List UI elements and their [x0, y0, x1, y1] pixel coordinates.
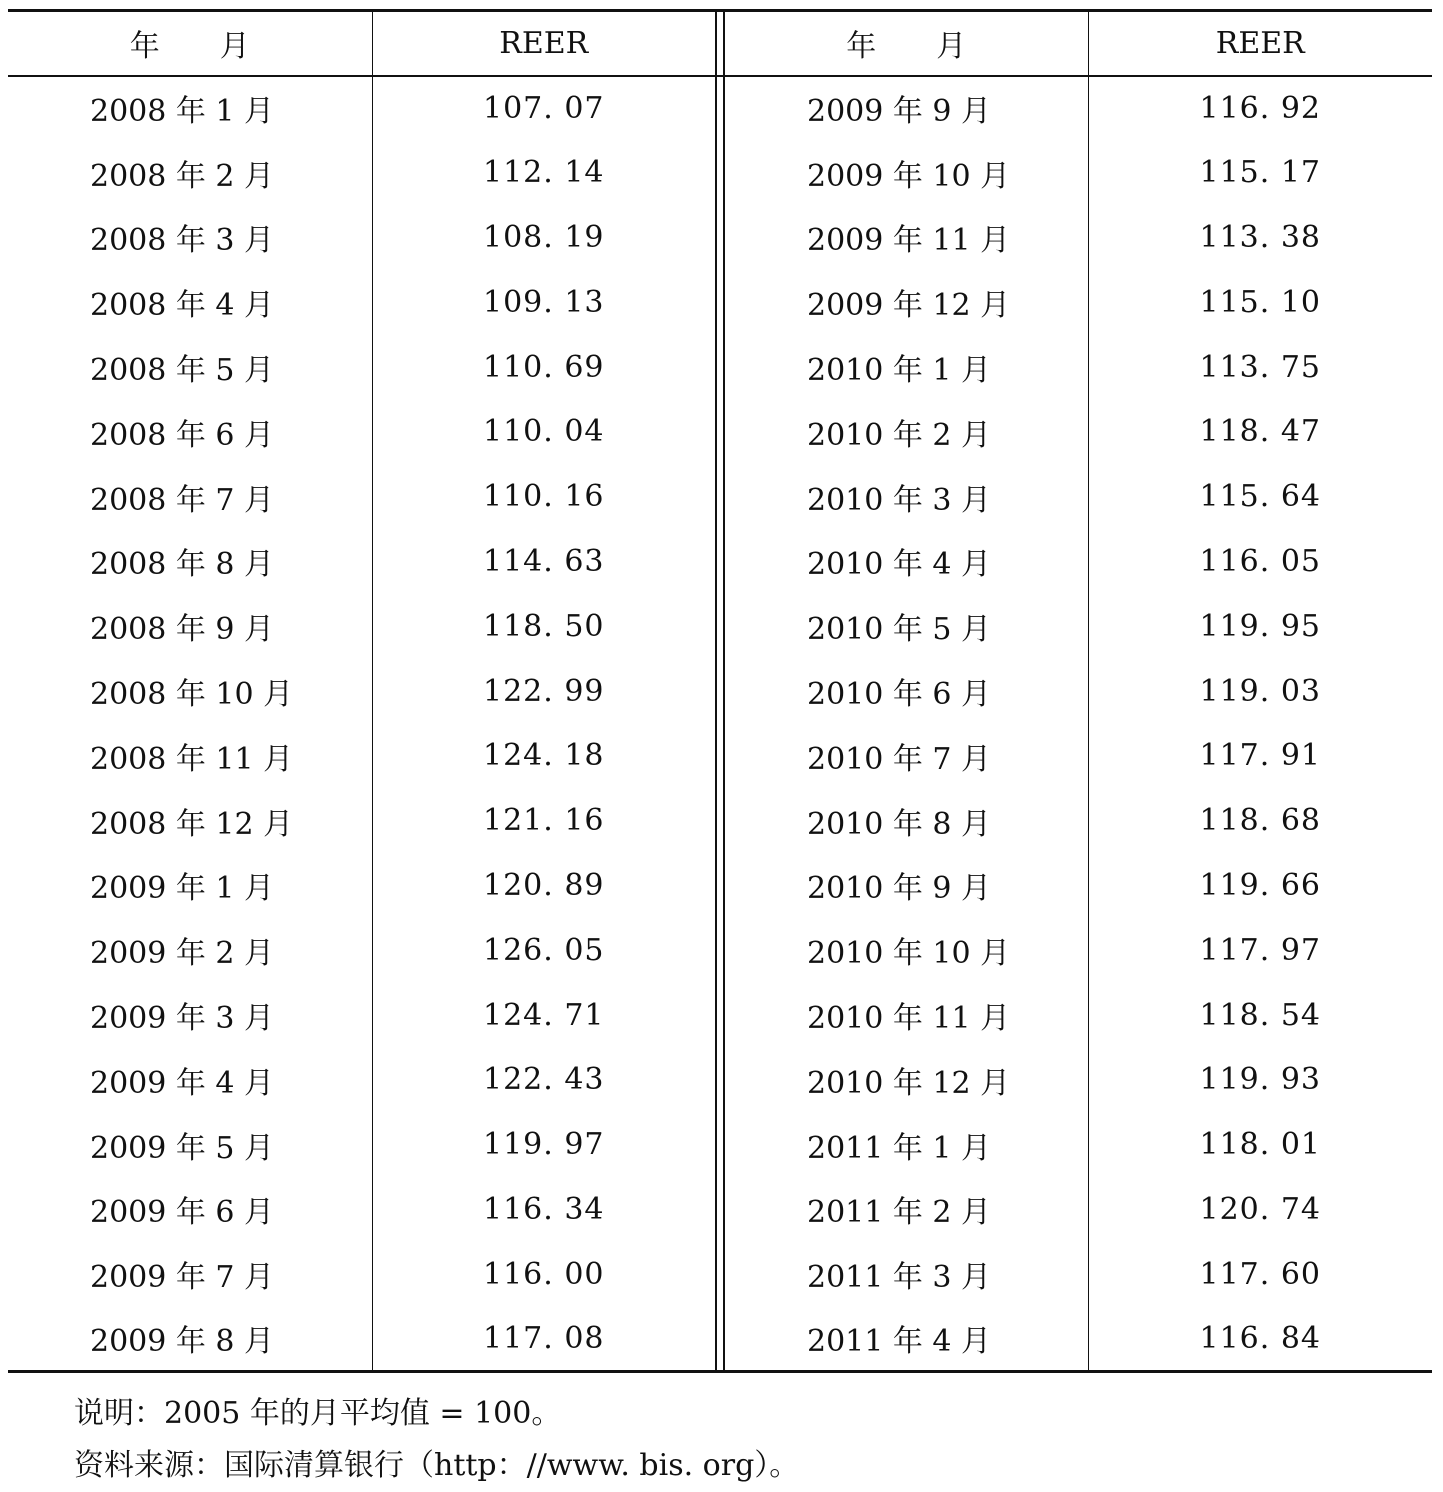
- left-date-cell: 2008 年 9 月: [8, 594, 372, 659]
- table-row: [8, 529, 1432, 594]
- double-rule-divider: [716, 76, 724, 141]
- right-date-cell: 2010 年 1 月: [724, 335, 1088, 400]
- right-reer-cell: 119. 95: [1199, 608, 1321, 644]
- left-date-cell: 2009 年 2 月: [8, 918, 372, 983]
- left-reer-cell: 107. 07: [482, 90, 605, 126]
- left-reer-cell: 126. 05: [482, 932, 605, 968]
- right-reer-cell: 119. 66: [1199, 867, 1321, 903]
- header-left-date: 年 月: [8, 11, 372, 76]
- right-date-cell: 2009 年 9 月: [724, 76, 1088, 141]
- double-rule-divider: [716, 788, 724, 853]
- left-reer-cell: 110. 69: [482, 349, 605, 385]
- left-date-cell: 2009 年 3 月: [8, 983, 372, 1048]
- table-row: [8, 464, 1432, 529]
- right-reer-cell: 119. 03: [1199, 673, 1321, 709]
- left-reer-cell: 117. 08: [372, 1307, 716, 1372]
- table-row: [8, 76, 1432, 141]
- right-date-cell: 2011 年 4 月: [724, 1307, 1088, 1372]
- reer-table-container: [8, 9, 1424, 1373]
- double-rule-divider: [716, 659, 724, 724]
- right-reer-cell: 118. 54: [1199, 997, 1321, 1033]
- table-row: [8, 1242, 1432, 1307]
- table-header-row: [8, 11, 1432, 76]
- header-right-reer: REER: [1088, 11, 1432, 76]
- left-date-cell: 2008 年 12 月: [8, 788, 372, 853]
- left-reer-cell: 119. 97: [482, 1127, 605, 1163]
- double-rule-divider: [716, 335, 724, 400]
- table-row: [8, 205, 1432, 270]
- left-reer-cell: 116. 34: [482, 1191, 605, 1227]
- left-date-cell: 2008 年 3 月: [8, 205, 372, 270]
- right-date-cell: 2010 年 6 月: [724, 659, 1088, 724]
- left-date-cell: 2008 年 7 月: [8, 464, 372, 529]
- right-reer-cell: 117. 91: [1199, 738, 1321, 774]
- table-row: [8, 1307, 1432, 1372]
- left-reer-cell: 110. 16: [482, 479, 605, 515]
- right-reer-cell: 117. 97: [1199, 932, 1321, 968]
- right-date-cell: 2011 年 3 月: [724, 1242, 1088, 1307]
- table-row: [8, 1112, 1432, 1177]
- right-date-cell: 2010 年 2 月: [724, 399, 1088, 464]
- left-reer-cell: 124. 71: [482, 997, 605, 1033]
- note-source: 资料来源：国际清算银行（http：//www. bis. org）。: [74, 1448, 800, 1483]
- right-reer-cell: 118. 01: [1199, 1127, 1321, 1163]
- table-row: [8, 723, 1432, 788]
- double-rule-divider: [716, 11, 724, 76]
- right-date-cell: 2009 年 12 月: [724, 270, 1088, 335]
- table-body: [8, 76, 1432, 1372]
- left-reer-cell: 110. 04: [482, 414, 605, 450]
- left-date-cell: 2008 年 10 月: [8, 659, 372, 724]
- left-reer-cell: 122. 43: [482, 1062, 605, 1098]
- double-rule-divider: [716, 1307, 724, 1372]
- left-date-cell: 2009 年 5 月: [8, 1112, 372, 1177]
- double-rule-divider: [716, 205, 724, 270]
- table-row: [8, 140, 1432, 205]
- left-date-cell: 2008 年 1 月: [8, 76, 372, 141]
- right-reer-cell: 117. 60: [1199, 1256, 1321, 1292]
- table-row: [8, 659, 1432, 724]
- left-reer-cell: 124. 18: [482, 738, 605, 774]
- table-notes: [74, 1388, 799, 1492]
- left-date-cell: 2009 年 6 月: [8, 1177, 372, 1242]
- table-row: [8, 270, 1432, 335]
- right-date-cell: 2009 年 11 月: [724, 205, 1088, 270]
- double-rule-divider: [716, 529, 724, 594]
- right-date-cell: 2010 年 7 月: [724, 723, 1088, 788]
- table-row: [8, 1177, 1432, 1242]
- double-rule-divider: [716, 270, 724, 335]
- double-rule-divider: [716, 1047, 724, 1112]
- left-date-cell: 2008 年 8 月: [8, 529, 372, 594]
- double-rule-divider: [716, 983, 724, 1048]
- table-row: [8, 594, 1432, 659]
- right-date-cell: 2009 年 10 月: [724, 140, 1088, 205]
- right-reer-cell: 115. 64: [1199, 479, 1321, 515]
- table-row: [8, 335, 1432, 400]
- table-row: [8, 788, 1432, 853]
- right-reer-cell: 119. 93: [1199, 1062, 1321, 1098]
- table-row: [8, 1047, 1432, 1112]
- right-date-cell: 2010 年 3 月: [724, 464, 1088, 529]
- right-date-cell: 2010 年 5 月: [724, 594, 1088, 659]
- right-date-cell: 2010 年 8 月: [724, 788, 1088, 853]
- double-rule-divider: [716, 1242, 724, 1307]
- double-rule-divider: [716, 140, 724, 205]
- table-row: [8, 918, 1432, 983]
- right-reer-cell: 120. 74: [1199, 1191, 1321, 1227]
- right-date-cell: 2010 年 9 月: [724, 853, 1088, 918]
- left-date-cell: 2008 年 5 月: [8, 335, 372, 400]
- right-reer-cell: 115. 10: [1199, 284, 1321, 320]
- left-date-cell: 2009 年 7 月: [8, 1242, 372, 1307]
- left-reer-cell: 120. 89: [482, 867, 605, 903]
- double-rule-divider: [716, 594, 724, 659]
- right-reer-cell: 118. 47: [1199, 414, 1321, 450]
- header-left-reer: REER: [372, 11, 716, 76]
- right-reer-cell: 113. 75: [1199, 349, 1321, 385]
- right-date-cell: 2010 年 12 月: [724, 1047, 1088, 1112]
- right-reer-cell: 113. 38: [1199, 219, 1321, 255]
- left-reer-cell: 122. 99: [482, 673, 605, 709]
- left-reer-cell: 121. 16: [482, 803, 605, 839]
- left-date-cell: 2008 年 2 月: [8, 140, 372, 205]
- reer-table: [8, 9, 1432, 1373]
- double-rule-divider: [716, 723, 724, 788]
- left-date-cell: 2008 年 11 月: [8, 723, 372, 788]
- left-date-cell: 2009 年 8 月: [8, 1307, 372, 1372]
- table-row: [8, 853, 1432, 918]
- double-rule-divider: [716, 1177, 724, 1242]
- right-date-cell: 2010 年 10 月: [724, 918, 1088, 983]
- note-explanation: 说明：2005 年的月平均值 = 100。: [74, 1396, 562, 1431]
- left-reer-cell: 116. 00: [482, 1256, 605, 1292]
- header-right-date: 年 月: [724, 11, 1088, 76]
- table-row: [8, 983, 1432, 1048]
- right-reer-cell: 116. 84: [1088, 1307, 1432, 1372]
- left-date-cell: 2009 年 4 月: [8, 1047, 372, 1112]
- left-date-cell: 2008 年 6 月: [8, 399, 372, 464]
- left-date-cell: 2008 年 4 月: [8, 270, 372, 335]
- left-reer-cell: 114. 63: [482, 543, 605, 579]
- left-reer-cell: 108. 19: [482, 219, 605, 255]
- right-date-cell: 2011 年 2 月: [724, 1177, 1088, 1242]
- right-date-cell: 2011 年 1 月: [724, 1112, 1088, 1177]
- double-rule-divider: [716, 918, 724, 983]
- double-rule-divider: [716, 464, 724, 529]
- double-rule-divider: [716, 1112, 724, 1177]
- table-row: [8, 399, 1432, 464]
- right-date-cell: 2010 年 4 月: [724, 529, 1088, 594]
- left-reer-cell: 118. 50: [482, 608, 605, 644]
- right-reer-cell: 116. 05: [1199, 543, 1321, 579]
- right-reer-cell: 115. 17: [1199, 155, 1321, 191]
- left-reer-cell: 109. 13: [482, 284, 605, 320]
- left-reer-cell: 112. 14: [482, 155, 605, 191]
- right-reer-cell: 116. 92: [1199, 90, 1321, 126]
- double-rule-divider: [716, 399, 724, 464]
- right-reer-cell: 118. 68: [1199, 803, 1321, 839]
- left-date-cell: 2009 年 1 月: [8, 853, 372, 918]
- double-rule-divider: [716, 853, 724, 918]
- right-date-cell: 2010 年 11 月: [724, 983, 1088, 1048]
